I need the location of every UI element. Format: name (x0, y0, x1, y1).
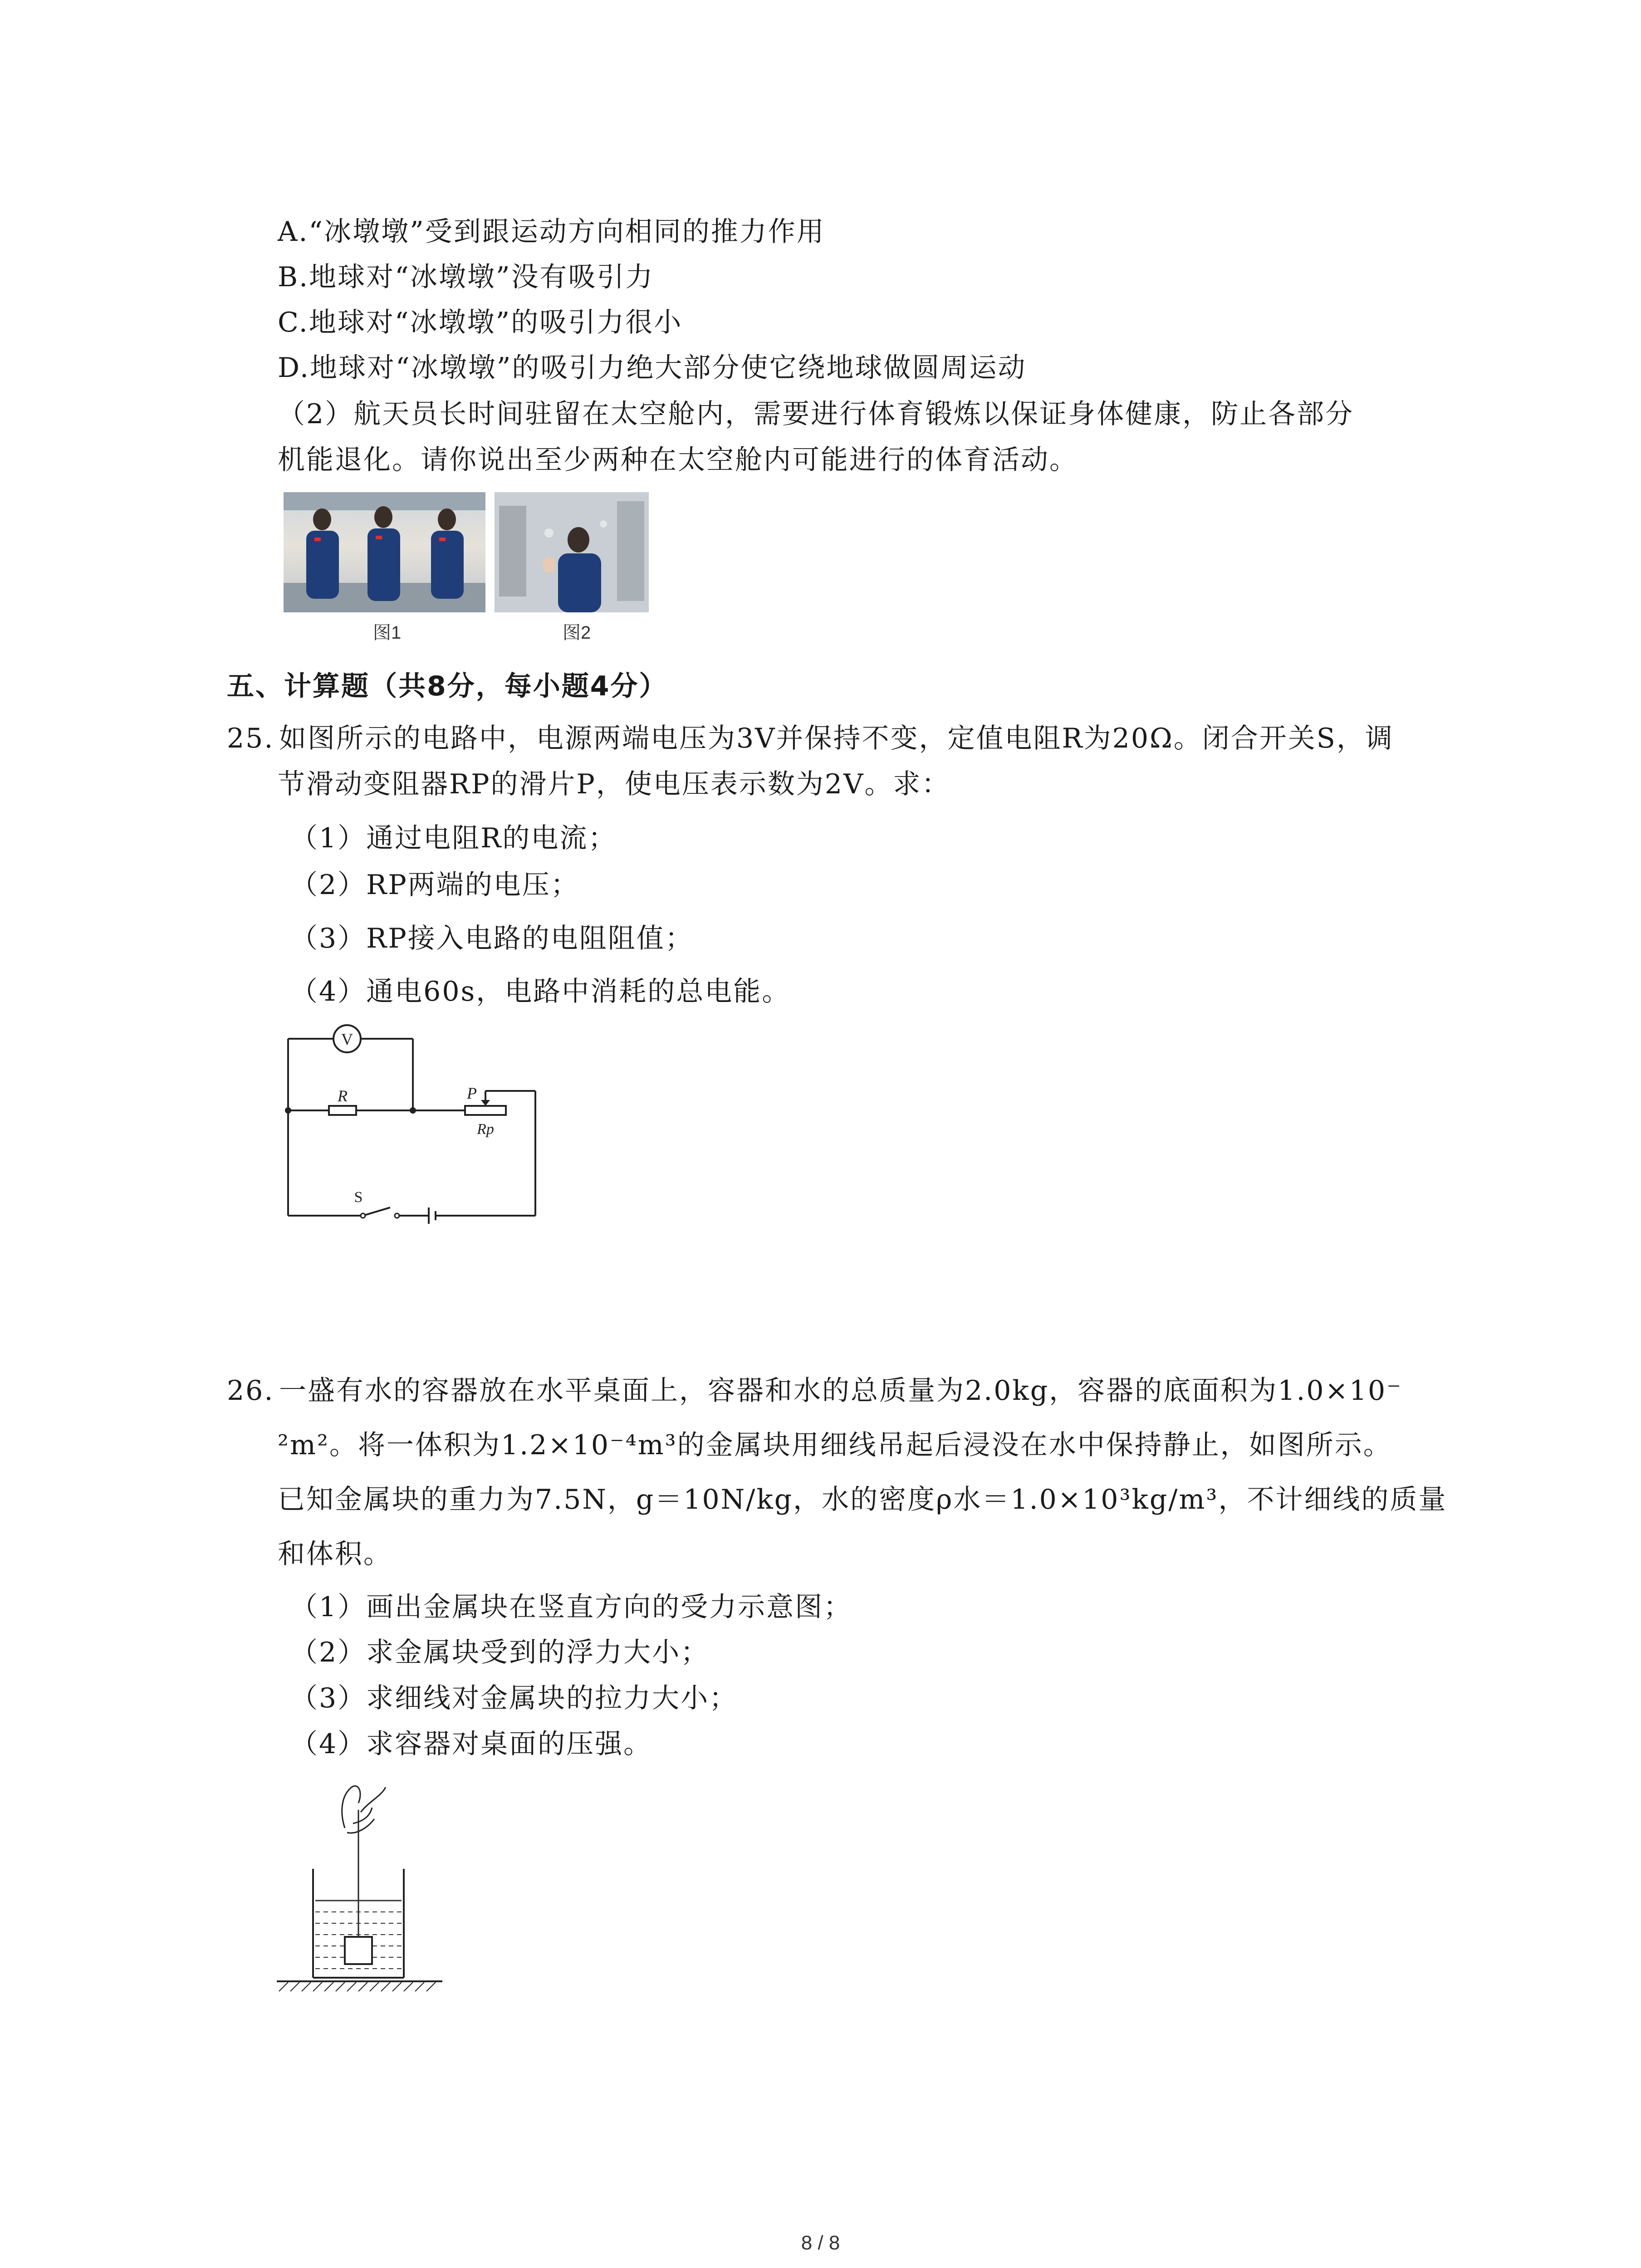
q26-sub3: （3）求细线对金属块的拉力大小； (290, 1682, 738, 1714)
container-diagram (272, 1778, 463, 2014)
q26-number: 26. (227, 1375, 274, 1407)
fig2-caption: 图2 (563, 623, 591, 643)
option-c: C.地球对“冰墩墩”的吸引力很小 (278, 307, 683, 338)
section-heading: 五、计算题（共8分，每小题4分） (227, 670, 668, 702)
fig1-caption: 图1 (373, 623, 402, 643)
q26-line4: 和体积。 (278, 1538, 392, 1570)
q26-line2: ²m²。将一体积为1.2×10⁻⁴m³的金属块用细线吊起后浸没在水中保持静止，如图所示。 (278, 1429, 1392, 1461)
option-a: A.“冰墩墩”受到跟运动方向相同的推力作用 (278, 216, 825, 248)
q25-sub1: （1）通过电阻R的电流； (290, 822, 617, 854)
q24-part2-line2: 机能退化。请你说出至少两种在太空舱内可能进行的体育活动。 (278, 444, 1078, 476)
q25-sub4: （4）通电60s，电路中消耗的总电能。 (290, 976, 791, 1007)
voltmeter-label: V (341, 1030, 353, 1048)
q25-line2: 节滑动变阻器RP的滑片P，使电压表示数为2V。求： (278, 768, 950, 800)
option-d: D.地球对“冰墩墩”的吸引力绝大部分使它绕地球做圆周运动 (278, 352, 1027, 384)
q25-line1: 如图所示的电路中，电源两端电压为3V并保持不变，定值电阻R为20Ω。闭合开关S，调 (279, 723, 1394, 754)
page-number: 8 / 8 (801, 2232, 840, 2254)
q26-line3: 已知金属块的重力为7.5N，g＝10N/kg，水的密度ρ水＝1.0×10³kg/m³，不计细线的质量 (278, 1484, 1447, 1515)
resistor-label: R (338, 1087, 348, 1105)
q25-sub2: （2）RP两端的电压； (290, 869, 579, 901)
q26-sub4: （4）求容器对桌面的压强。 (290, 1728, 652, 1760)
switch-label: S (354, 1189, 363, 1206)
circuit-diagram (281, 1021, 554, 1234)
q26-line1: 一盛有水的容器放在水平桌面上，容器和水的总质量为2.0kg，容器的底面积为1.0×10⁻ (279, 1375, 1402, 1407)
astronauts-photo-fig1 (284, 492, 485, 612)
astronaut-photo-fig2 (495, 492, 649, 612)
slider-label: P (467, 1084, 477, 1102)
q25-number: 25. (227, 723, 274, 754)
q24-part2-line1: （2）航天员长时间驻留在太空舱内，需要进行体育锻炼以保证身体健康，防止各部分 (278, 398, 1354, 430)
q26-sub2: （2）求金属块受到的浮力大小； (290, 1637, 710, 1668)
q25-sub3: （3）RP接入电路的电阻阻值； (290, 923, 694, 954)
rheostat-label: Rp (477, 1121, 494, 1138)
option-b: B.地球对“冰墩墩”没有吸引力 (278, 261, 654, 293)
q26-sub1: （1）画出金属块在竖直方向的受力示意图； (290, 1591, 852, 1623)
